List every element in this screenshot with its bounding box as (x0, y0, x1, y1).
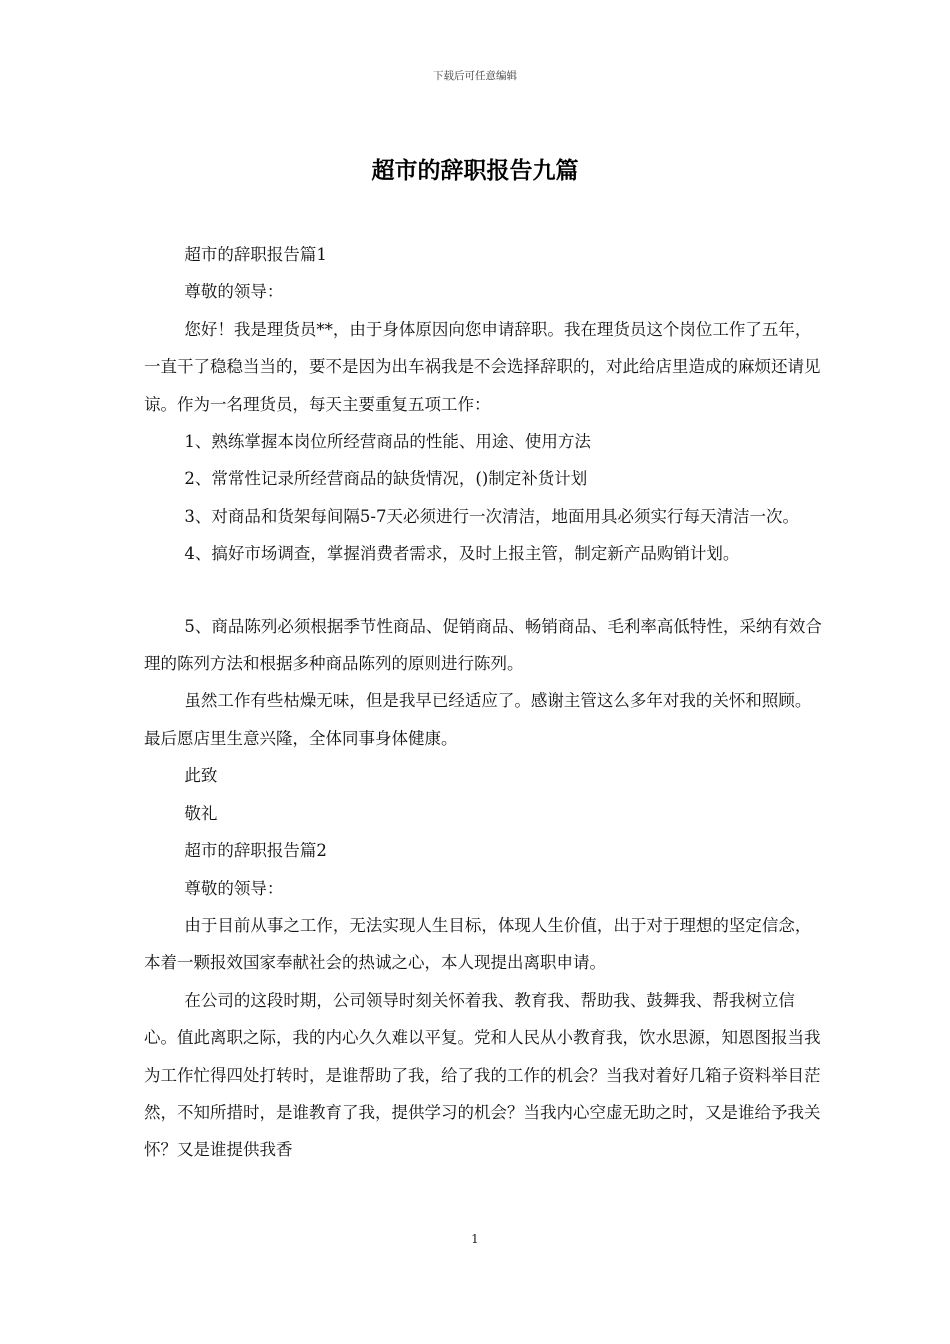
page-header-note: 下载后可任意编辑 (433, 70, 517, 82)
paragraph: 您好！我是理货员**，由于身体原因向您申请辞职。我在理货员这个岗位工作了五年，一直干了稳稳当当的，要不是因为出车祸我是不会选择辞职的，对此给店里造成的麻烦还请见谅。作为一名理货员，每天主要重复五项工作： (144, 319, 821, 414)
list-item: 4、搞好市场调查，掌握消费者需求，及时上报主管，制定新产品购销计划。 (184, 544, 740, 564)
list-item: 1、熟练掌握本岗位所经营商品的性能、用途、使用方法 (184, 432, 591, 452)
paragraph: 在公司的这段时期，公司领导时刻关怀着我、教育我、帮助我、鼓舞我、帮我树立信心。值此离职之际，我的内心久久难以平复。党和人民从小教育我，饮水思源，知恩图报当我为工作忙得四处打转时，是谁帮助了我，给了我的工作的机会？当我对着好几箱子资料举目茫然，不知所措时，是谁教育了我，提供学习的机会？当我内心空虚无助之时，又是谁给予我关怀？又是谁提供我香 (144, 990, 821, 1160)
section-heading-1: 超市的辞职报告篇1 (184, 245, 327, 264)
page-number: 1 (471, 1232, 479, 1246)
salutation: 尊敬的领导： (184, 282, 284, 302)
paragraph: 虽然工作有些枯燥无味，但是我早已经适应了。感谢主管这么多年对我的关怀和照顾。最后愿店里生意兴隆，全体同事身体健康。 (144, 691, 812, 748)
list-item: 3、对商品和货架每间隔5-7天必须进行一次清洁，地面用具必须实行每天清洁一次。 (184, 506, 799, 526)
document-title: 超市的辞职报告九篇 (371, 158, 579, 184)
closing: 敬礼 (184, 803, 218, 823)
document-body (144, 236, 824, 1169)
paragraph: 由于目前从事之工作，无法实现人生目标，体现人生价值，出于对于理想的坚定信念，本着一颗报效国家奉献社会的热诚之心，本人现提出离职申请。 (144, 915, 812, 973)
list-item: 5、商品陈列必须根据季节性商品、促销商品、畅销商品、毛利率高低特性，采纳有效合理的陈列方法和根据多种商品陈列的原则进行陈列。 (144, 616, 822, 674)
salutation: 尊敬的领导： (184, 878, 284, 898)
closing: 此致 (184, 766, 218, 786)
list-item: 2、常常性记录所经营商品的缺货情况，()制定补货计划 (184, 469, 588, 489)
section-heading-2: 超市的辞职报告篇2 (184, 841, 327, 861)
